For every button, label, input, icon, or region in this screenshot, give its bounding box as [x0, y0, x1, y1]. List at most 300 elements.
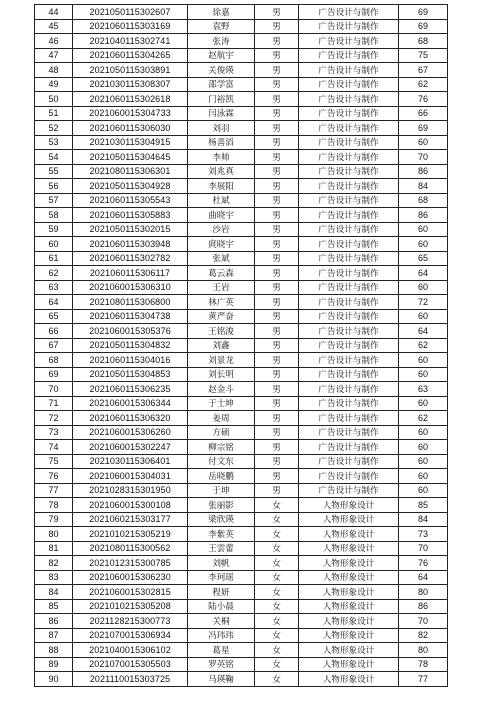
student-id-cell: 2021060115304265 — [73, 48, 188, 63]
student-name-cell: 赵金斗 — [188, 382, 255, 397]
student-name-cell: 葛星 — [188, 643, 255, 658]
major-cell: 广告设计与制作 — [299, 77, 399, 92]
student-id-cell: 2021050115302015 — [73, 222, 188, 237]
row-number-cell: 47 — [35, 48, 73, 63]
student-id-cell: 2021060015306344 — [73, 396, 188, 411]
score-cell: 80 — [399, 643, 448, 658]
row-number-cell: 53 — [35, 135, 73, 150]
row-number-cell: 52 — [35, 121, 73, 136]
row-number-cell: 45 — [35, 19, 73, 34]
row-number-cell: 85 — [35, 599, 73, 614]
gender-cell: 男 — [255, 19, 299, 34]
student-id-cell: 2021060115304016 — [73, 353, 188, 368]
student-name-cell: 方硕 — [188, 425, 255, 440]
gender-cell: 男 — [255, 425, 299, 440]
major-cell: 人物形象设计 — [299, 512, 399, 527]
row-number-cell: 69 — [35, 367, 73, 382]
gender-cell: 男 — [255, 338, 299, 353]
score-cell: 62 — [399, 338, 448, 353]
student-id-cell: 2021050115302607 — [73, 5, 188, 20]
gender-cell: 男 — [255, 164, 299, 179]
row-number-cell: 89 — [35, 657, 73, 672]
gender-cell: 男 — [255, 193, 299, 208]
table-row — [35, 440, 448, 455]
table-row — [35, 498, 448, 513]
major-cell: 人物形象设计 — [299, 498, 399, 513]
student-name-cell: 杜斌 — [188, 193, 255, 208]
gender-cell: 男 — [255, 251, 299, 266]
score-cell: 70 — [399, 150, 448, 165]
gender-cell: 男 — [255, 367, 299, 382]
score-cell: 78 — [399, 657, 448, 672]
gender-cell: 女 — [255, 541, 299, 556]
gender-cell: 男 — [255, 121, 299, 136]
score-cell: 60 — [399, 135, 448, 150]
table-row — [35, 628, 448, 643]
table-row — [35, 483, 448, 498]
gender-cell: 男 — [255, 440, 299, 455]
score-cell: 64 — [399, 570, 448, 585]
major-cell: 广告设计与制作 — [299, 34, 399, 49]
table-row — [35, 338, 448, 353]
table-row — [35, 251, 448, 266]
row-number-cell: 84 — [35, 585, 73, 600]
score-cell: 68 — [399, 34, 448, 49]
student-id-cell: 2021030115306401 — [73, 454, 188, 469]
score-cell: 63 — [399, 382, 448, 397]
student-id-cell: 2021060115305543 — [73, 193, 188, 208]
student-id-cell: 2021030115304915 — [73, 135, 188, 150]
student-name-cell: 张丽影 — [188, 498, 255, 513]
student-name-cell: 曲晓宇 — [188, 208, 255, 223]
gender-cell: 男 — [255, 237, 299, 252]
table-row — [35, 309, 448, 324]
major-cell: 广告设计与制作 — [299, 222, 399, 237]
row-number-cell: 83 — [35, 570, 73, 585]
row-number-cell: 74 — [35, 440, 73, 455]
table-row — [35, 179, 448, 194]
row-number-cell: 51 — [35, 106, 73, 121]
table-row — [35, 614, 448, 629]
gender-cell: 女 — [255, 643, 299, 658]
student-name-cell: 袁野 — [188, 19, 255, 34]
gender-cell: 男 — [255, 150, 299, 165]
score-cell: 60 — [399, 425, 448, 440]
major-cell: 人物形象设计 — [299, 570, 399, 585]
major-cell: 广告设计与制作 — [299, 150, 399, 165]
row-number-cell: 46 — [35, 34, 73, 49]
student-id-cell: 2021060115303169 — [73, 19, 188, 34]
table-row — [35, 121, 448, 136]
gender-cell: 男 — [255, 48, 299, 63]
table-row — [35, 425, 448, 440]
major-cell: 广告设计与制作 — [299, 19, 399, 34]
score-cell: 69 — [399, 19, 448, 34]
table-row — [35, 353, 448, 368]
table-row — [35, 222, 448, 237]
student-id-cell: 2021128215300773 — [73, 614, 188, 629]
student-id-cell: 2021010215305208 — [73, 599, 188, 614]
student-name-cell: 柳宗铭 — [188, 440, 255, 455]
score-cell: 75 — [399, 48, 448, 63]
table-row — [35, 411, 448, 426]
row-number-cell: 72 — [35, 411, 73, 426]
score-cell: 69 — [399, 121, 448, 136]
student-id-cell: 2021070015305503 — [73, 657, 188, 672]
gender-cell: 男 — [255, 135, 299, 150]
student-name-cell: 陆小晨 — [188, 599, 255, 614]
table-row — [35, 396, 448, 411]
row-number-cell: 73 — [35, 425, 73, 440]
student-id-cell: 2021050115304645 — [73, 150, 188, 165]
student-name-cell: 于士坤 — [188, 396, 255, 411]
student-name-cell: 冯玮玮 — [188, 628, 255, 643]
score-cell: 70 — [399, 614, 448, 629]
major-cell: 人物形象设计 — [299, 541, 399, 556]
student-name-cell: 岳晓鹏 — [188, 469, 255, 484]
score-cell: 84 — [399, 512, 448, 527]
student-id-cell: 2021060115303948 — [73, 237, 188, 252]
student-id-cell: 2021040115302741 — [73, 34, 188, 49]
student-id-cell: 2021060215303177 — [73, 512, 188, 527]
score-cell: 67 — [399, 63, 448, 78]
gender-cell: 男 — [255, 63, 299, 78]
gender-cell: 男 — [255, 454, 299, 469]
row-number-cell: 77 — [35, 483, 73, 498]
student-id-cell: 2021060015302815 — [73, 585, 188, 600]
major-cell: 广告设计与制作 — [299, 121, 399, 136]
gender-cell: 女 — [255, 657, 299, 672]
table-row — [35, 382, 448, 397]
gender-cell: 男 — [255, 469, 299, 484]
gender-cell: 男 — [255, 5, 299, 20]
gender-cell: 女 — [255, 570, 299, 585]
student-id-cell: 2021060115302618 — [73, 92, 188, 107]
score-cell: 65 — [399, 251, 448, 266]
major-cell: 广告设计与制作 — [299, 295, 399, 310]
student-id-cell: 2021110015303725 — [73, 672, 188, 687]
student-name-cell: 王铭浚 — [188, 324, 255, 339]
student-name-cell: 刘长明 — [188, 367, 255, 382]
major-cell: 广告设计与制作 — [299, 135, 399, 150]
major-cell: 广告设计与制作 — [299, 208, 399, 223]
row-number-cell: 70 — [35, 382, 73, 397]
major-cell: 人物形象设计 — [299, 657, 399, 672]
gender-cell: 男 — [255, 92, 299, 107]
student-name-cell: 付文东 — [188, 454, 255, 469]
table-row — [35, 599, 448, 614]
row-number-cell: 90 — [35, 672, 73, 687]
table-row — [35, 541, 448, 556]
score-cell: 60 — [399, 280, 448, 295]
row-number-cell: 76 — [35, 469, 73, 484]
student-id-cell: 2021060015304031 — [73, 469, 188, 484]
student-name-cell: 刘景龙 — [188, 353, 255, 368]
student-name-cell: 赵航宇 — [188, 48, 255, 63]
student-id-cell: 2021060015300108 — [73, 498, 188, 513]
score-cell: 60 — [399, 396, 448, 411]
student-name-cell: 闫泳霖 — [188, 106, 255, 121]
gender-cell: 男 — [255, 280, 299, 295]
table-row — [35, 324, 448, 339]
table-row — [35, 19, 448, 34]
gender-cell: 男 — [255, 222, 299, 237]
row-number-cell: 58 — [35, 208, 73, 223]
student-id-cell: 2021060015302247 — [73, 440, 188, 455]
student-name-cell: 张斌 — [188, 251, 255, 266]
major-cell: 广告设计与制作 — [299, 63, 399, 78]
major-cell: 人物形象设计 — [299, 585, 399, 600]
student-name-cell: 徐嘉 — [188, 5, 255, 20]
score-cell: 69 — [399, 5, 448, 20]
score-cell: 82 — [399, 628, 448, 643]
gender-cell: 男 — [255, 179, 299, 194]
row-number-cell: 78 — [35, 498, 73, 513]
score-cell: 76 — [399, 92, 448, 107]
table-row — [35, 512, 448, 527]
major-cell: 广告设计与制作 — [299, 425, 399, 440]
student-id-cell: 2021012315300785 — [73, 556, 188, 571]
gender-cell: 女 — [255, 498, 299, 513]
student-id-cell: 2021080115306301 — [73, 164, 188, 179]
major-cell: 广告设计与制作 — [299, 411, 399, 426]
table-row — [35, 454, 448, 469]
major-cell: 人物形象设计 — [299, 614, 399, 629]
student-name-cell: 王雲蕾 — [188, 541, 255, 556]
student-id-cell: 2021060115306235 — [73, 382, 188, 397]
student-name-cell: 刘兆真 — [188, 164, 255, 179]
table-row — [35, 48, 448, 63]
table-row — [35, 266, 448, 281]
roster-table — [34, 4, 448, 687]
score-cell: 86 — [399, 599, 448, 614]
table-row — [35, 63, 448, 78]
score-cell: 68 — [399, 193, 448, 208]
student-name-cell: 李展阳 — [188, 179, 255, 194]
gender-cell: 男 — [255, 309, 299, 324]
student-id-cell: 2021060015306310 — [73, 280, 188, 295]
major-cell: 广告设计与制作 — [299, 353, 399, 368]
row-number-cell: 86 — [35, 614, 73, 629]
major-cell: 人物形象设计 — [299, 643, 399, 658]
student-id-cell: 2021050115304832 — [73, 338, 188, 353]
table-row — [35, 77, 448, 92]
table-row — [35, 469, 448, 484]
row-number-cell: 60 — [35, 237, 73, 252]
gender-cell: 男 — [255, 295, 299, 310]
row-number-cell: 44 — [35, 5, 73, 20]
student-id-cell: 2021030115308307 — [73, 77, 188, 92]
student-id-cell: 2021060015306230 — [73, 570, 188, 585]
major-cell: 广告设计与制作 — [299, 454, 399, 469]
table-row — [35, 208, 448, 223]
student-id-cell: 2021060115306117 — [73, 266, 188, 281]
student-id-cell: 2021080115300562 — [73, 541, 188, 556]
row-number-cell: 63 — [35, 280, 73, 295]
student-name-cell: 庹晓宇 — [188, 237, 255, 252]
major-cell: 广告设计与制作 — [299, 251, 399, 266]
table-row — [35, 527, 448, 542]
student-id-cell: 2021010215305219 — [73, 527, 188, 542]
major-cell: 广告设计与制作 — [299, 367, 399, 382]
row-number-cell: 62 — [35, 266, 73, 281]
row-number-cell: 88 — [35, 643, 73, 658]
major-cell: 广告设计与制作 — [299, 280, 399, 295]
student-id-cell: 2021050115304928 — [73, 179, 188, 194]
score-cell: 62 — [399, 411, 448, 426]
score-cell: 72 — [399, 295, 448, 310]
row-number-cell: 59 — [35, 222, 73, 237]
student-id-cell: 2021070015306934 — [73, 628, 188, 643]
major-cell: 人物形象设计 — [299, 672, 399, 687]
student-name-cell: 葛云森 — [188, 266, 255, 281]
major-cell: 广告设计与制作 — [299, 469, 399, 484]
student-name-cell: 马瑛鞠 — [188, 672, 255, 687]
score-cell: 62 — [399, 77, 448, 92]
major-cell: 广告设计与制作 — [299, 179, 399, 194]
major-cell: 广告设计与制作 — [299, 324, 399, 339]
gender-cell: 男 — [255, 77, 299, 92]
student-name-cell: 沙岩 — [188, 222, 255, 237]
roster-table-body — [35, 5, 448, 687]
student-id-cell: 2021060115302782 — [73, 251, 188, 266]
gender-cell: 女 — [255, 512, 299, 527]
major-cell: 广告设计与制作 — [299, 92, 399, 107]
student-id-cell: 2021060115305883 — [73, 208, 188, 223]
major-cell: 广告设计与制作 — [299, 396, 399, 411]
table-row — [35, 657, 448, 672]
score-cell: 60 — [399, 367, 448, 382]
table-row — [35, 585, 448, 600]
score-cell: 60 — [399, 222, 448, 237]
gender-cell: 男 — [255, 396, 299, 411]
score-cell: 64 — [399, 266, 448, 281]
row-number-cell: 48 — [35, 63, 73, 78]
score-cell: 60 — [399, 237, 448, 252]
major-cell: 广告设计与制作 — [299, 193, 399, 208]
student-name-cell: 关俊瑛 — [188, 63, 255, 78]
major-cell: 人物形象设计 — [299, 527, 399, 542]
major-cell: 人物形象设计 — [299, 556, 399, 571]
score-cell: 86 — [399, 164, 448, 179]
gender-cell: 男 — [255, 106, 299, 121]
student-name-cell: 梁欣瑛 — [188, 512, 255, 527]
student-name-cell: 姜周 — [188, 411, 255, 426]
score-cell: 66 — [399, 106, 448, 121]
major-cell: 广告设计与制作 — [299, 309, 399, 324]
row-number-cell: 56 — [35, 179, 73, 194]
row-number-cell: 71 — [35, 396, 73, 411]
student-name-cell: 杨喜滔 — [188, 135, 255, 150]
row-number-cell: 64 — [35, 295, 73, 310]
major-cell: 广告设计与制作 — [299, 483, 399, 498]
row-number-cell: 50 — [35, 92, 73, 107]
row-number-cell: 80 — [35, 527, 73, 542]
score-cell: 60 — [399, 469, 448, 484]
gender-cell: 女 — [255, 527, 299, 542]
student-name-cell: 门裕凯 — [188, 92, 255, 107]
student-id-cell: 2021060115306320 — [73, 411, 188, 426]
table-row — [35, 92, 448, 107]
row-number-cell: 55 — [35, 164, 73, 179]
gender-cell: 女 — [255, 556, 299, 571]
student-name-cell: 罗英铭 — [188, 657, 255, 672]
gender-cell: 男 — [255, 353, 299, 368]
table-row — [35, 150, 448, 165]
student-id-cell: 2021028315301950 — [73, 483, 188, 498]
student-name-cell: 刘帆 — [188, 556, 255, 571]
score-cell: 60 — [399, 440, 448, 455]
score-cell: 60 — [399, 353, 448, 368]
table-row — [35, 135, 448, 150]
score-cell: 76 — [399, 556, 448, 571]
score-cell: 80 — [399, 585, 448, 600]
student-name-cell: 李紫英 — [188, 527, 255, 542]
score-cell: 70 — [399, 541, 448, 556]
student-name-cell: 刘羽 — [188, 121, 255, 136]
major-cell: 广告设计与制作 — [299, 338, 399, 353]
gender-cell: 男 — [255, 34, 299, 49]
score-cell: 60 — [399, 454, 448, 469]
gender-cell: 男 — [255, 411, 299, 426]
row-number-cell: 61 — [35, 251, 73, 266]
major-cell: 广告设计与制作 — [299, 164, 399, 179]
student-id-cell: 2021050115303891 — [73, 63, 188, 78]
student-name-cell: 程妍 — [188, 585, 255, 600]
table-row — [35, 193, 448, 208]
row-number-cell: 81 — [35, 541, 73, 556]
major-cell: 广告设计与制作 — [299, 5, 399, 20]
student-id-cell: 2021060015306260 — [73, 425, 188, 440]
gender-cell: 男 — [255, 208, 299, 223]
gender-cell: 男 — [255, 266, 299, 281]
student-name-cell: 黄严奋 — [188, 309, 255, 324]
student-name-cell: 邵学富 — [188, 77, 255, 92]
table-row — [35, 570, 448, 585]
table-row — [35, 164, 448, 179]
major-cell: 广告设计与制作 — [299, 382, 399, 397]
student-name-cell: 关桐 — [188, 614, 255, 629]
table-row — [35, 295, 448, 310]
row-number-cell: 75 — [35, 454, 73, 469]
table-row — [35, 672, 448, 687]
table-row — [35, 643, 448, 658]
score-cell: 73 — [399, 527, 448, 542]
major-cell: 广告设计与制作 — [299, 48, 399, 63]
table-row — [35, 556, 448, 571]
gender-cell: 男 — [255, 483, 299, 498]
major-cell: 广告设计与制作 — [299, 440, 399, 455]
row-number-cell: 79 — [35, 512, 73, 527]
student-name-cell: 李珂瑶 — [188, 570, 255, 585]
row-number-cell: 49 — [35, 77, 73, 92]
gender-cell: 女 — [255, 585, 299, 600]
student-name-cell: 林广英 — [188, 295, 255, 310]
row-number-cell: 54 — [35, 150, 73, 165]
row-number-cell: 65 — [35, 309, 73, 324]
gender-cell: 女 — [255, 628, 299, 643]
row-number-cell: 66 — [35, 324, 73, 339]
student-name-cell: 于坤 — [188, 483, 255, 498]
gender-cell: 女 — [255, 599, 299, 614]
row-number-cell: 68 — [35, 353, 73, 368]
score-cell: 60 — [399, 483, 448, 498]
major-cell: 人物形象设计 — [299, 628, 399, 643]
table-row — [35, 5, 448, 20]
student-id-cell: 2021060115306030 — [73, 121, 188, 136]
table-row — [35, 237, 448, 252]
student-name-cell: 李帅 — [188, 150, 255, 165]
